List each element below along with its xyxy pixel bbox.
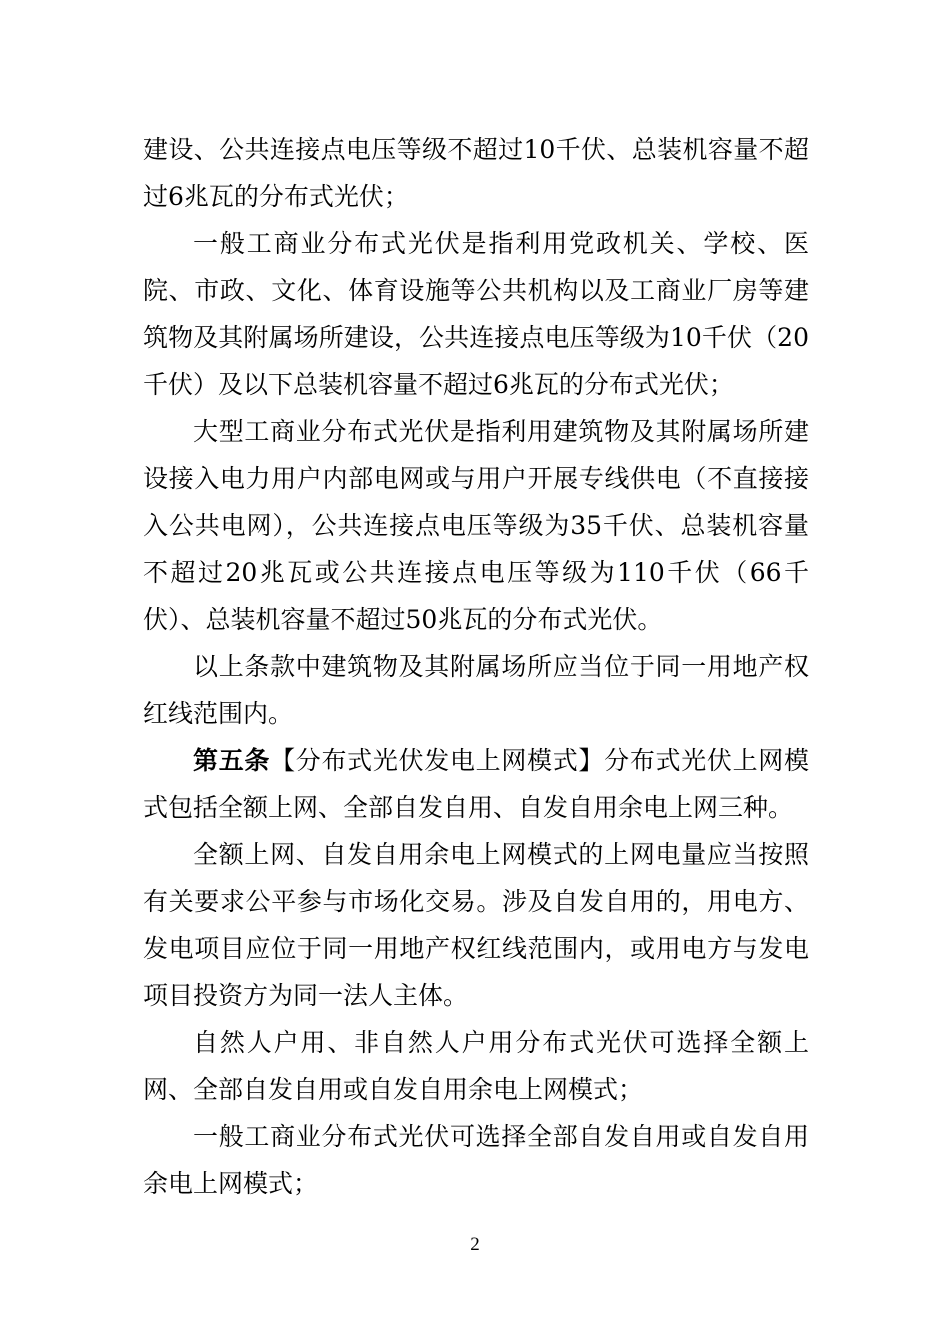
paragraph-article-five	[143, 737, 809, 831]
paragraph-boundary: 以上条款中建筑物及其附属场所应当位于同一用地产权红线范围内。	[143, 652, 809, 728]
paragraph-large-commercial: 大型工商业分布式光伏是指利用建筑物及其附属场所建设接入电力用户内部电网或与用户开展专线供电（不直接接入公共电网），公共连接点电压等级为35千伏、总装机容量不超过20兆瓦或公共连接点电压等级为110千伏（66千伏）、总装机容量不超过50兆瓦的分布式光伏。	[143, 417, 809, 634]
paragraph-continuation: 建设、公共连接点电压等级不超过10千伏、总装机容量不超过6兆瓦的分布式光伏；	[143, 135, 809, 211]
paragraph-household: 自然人户用、非自然人户用分布式光伏可选择全额上网、全部自发自用或自发自用余电上网模式；	[143, 1028, 809, 1104]
article-body: 【分布式光伏发电上网模式】分布式光伏上网模式包括全额上网、全部自发自用、自发自用余电上网三种。	[143, 746, 809, 822]
paragraph-general-commercial: 一般工商业分布式光伏是指利用党政机关、学校、医院、市政、文化、体育设施等公共机构以及工商业厂房等建筑物及其附属场所建设，公共连接点电压等级为10千伏（20千伏）及以下总装机容量不超过6兆瓦的分布式光伏；	[143, 229, 809, 399]
paragraph-market-trading: 全额上网、自发自用余电上网模式的上网电量应当按照有关要求公平参与市场化交易。涉及自发自用的，用电方、发电项目应位于同一用地产权红线范围内，或用电方与发电项目投资方为同一法人主体。	[143, 840, 809, 1010]
paragraph-general-commercial-mode: 一般工商业分布式光伏可选择全部自发自用或自发自用余电上网模式；	[143, 1122, 809, 1198]
document-body	[143, 126, 809, 1207]
page-number: 2	[470, 1234, 480, 1255]
article-heading: 第五条	[193, 746, 271, 775]
